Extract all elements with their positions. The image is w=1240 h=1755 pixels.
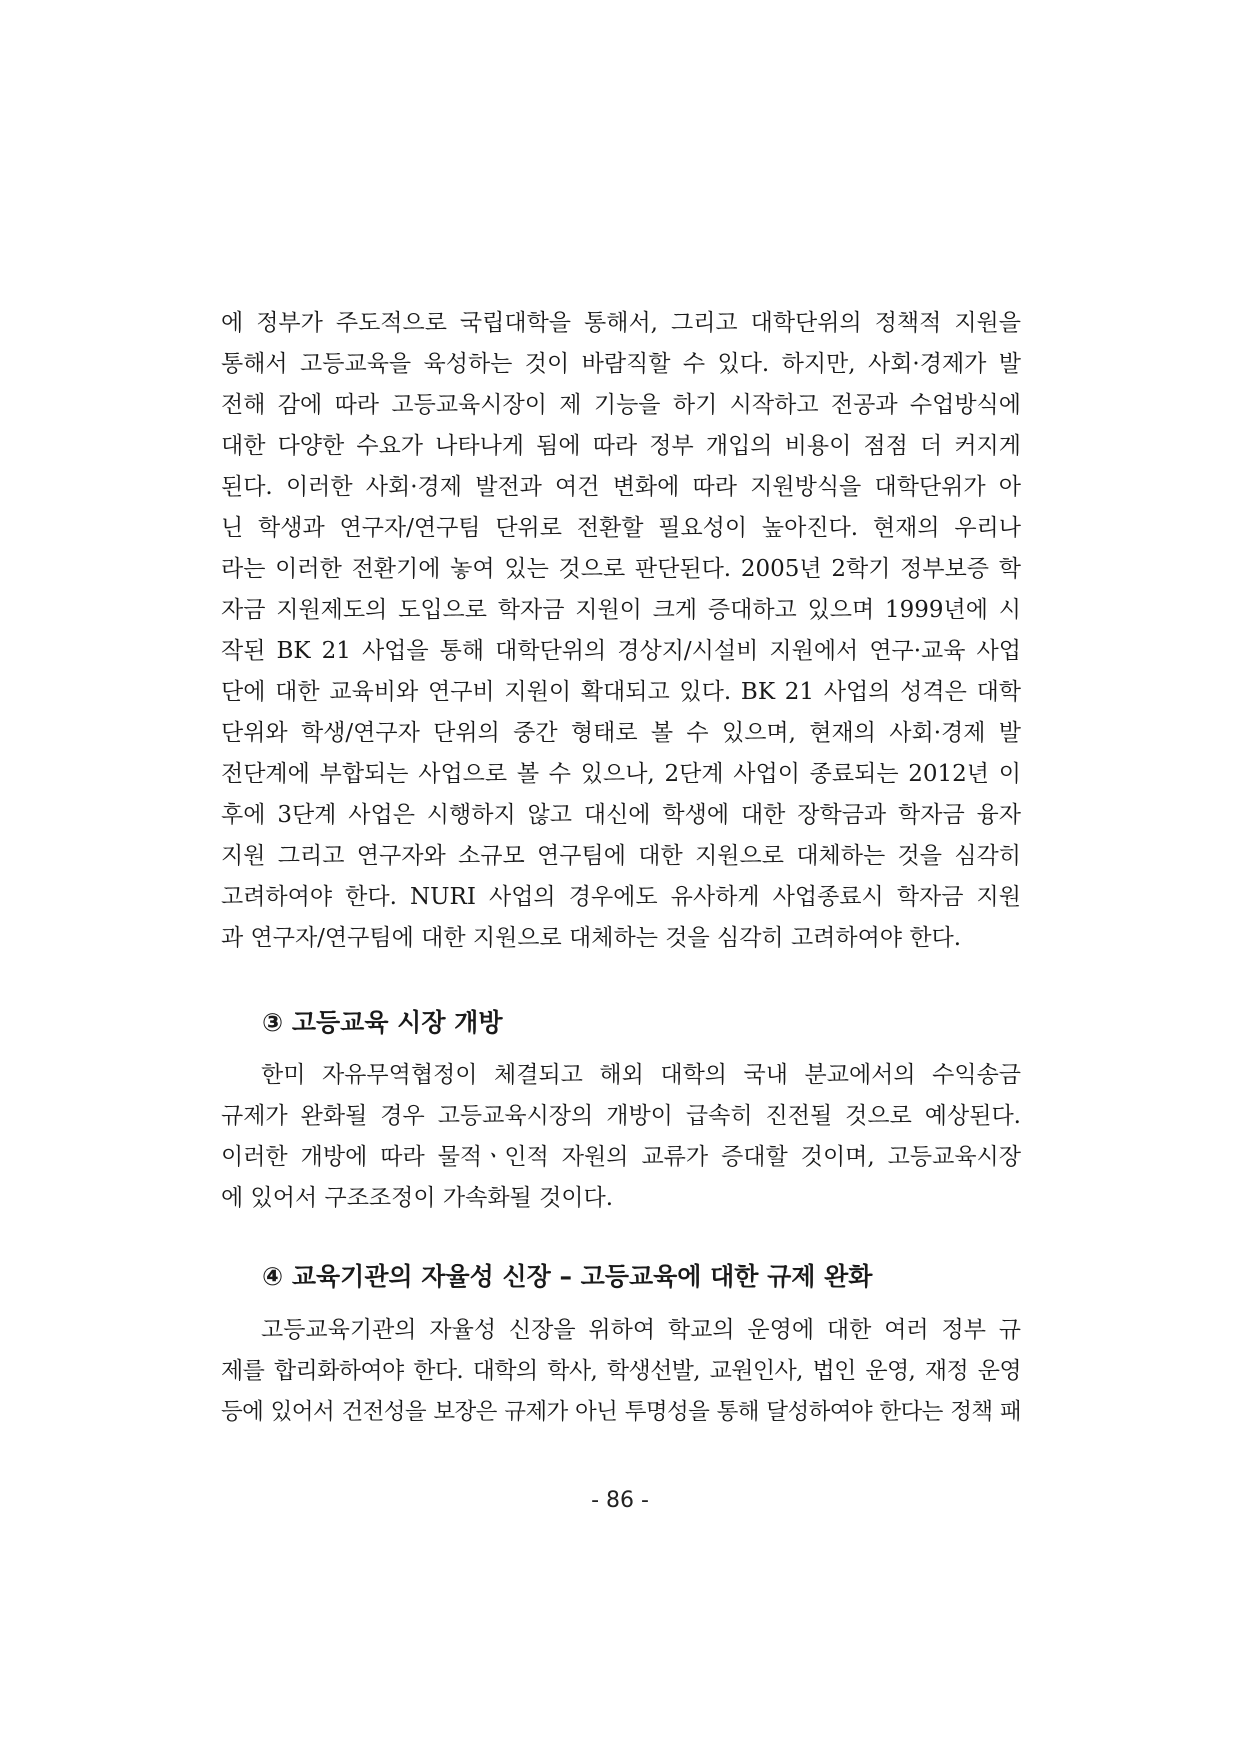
text-line: 된다. 이러한 사회·경제 발전과 여건 변화에 따라 지원방식을 대학단위가 아 — [221, 474, 1021, 500]
text-line: 통해서 고등교육을 육성하는 것이 바람직할 수 있다. 하지만, 사회·경제가 발 — [221, 351, 1021, 377]
text-line: 규제가 완화될 경우 고등교육시장의 개방이 급속히 진전될 것으로 예상된다. — [221, 1103, 1021, 1129]
text-line: 전단계에 부합되는 사업으로 볼 수 있으나, 2단계 사업이 종료되는 2012년 이 — [221, 761, 1021, 787]
text-line: 에 정부가 주도적으로 국립대학을 통해서, 그리고 대학단위의 정책적 지원을 — [221, 310, 1021, 336]
text-line: 닌 학생과 연구자/연구팀 단위로 전환할 필요성이 높아진다. 현재의 우리나 — [221, 515, 1021, 541]
text-line: 고려하여야 한다. NURI 사업의 경우에도 유사하게 사업종료시 학자금 지원 — [221, 884, 1021, 910]
text-line: 단위와 학생/연구자 단위의 중간 형태로 볼 수 있으며, 현재의 사회·경제 발 — [221, 720, 1021, 746]
text-line: 라는 이러한 전환기에 놓여 있는 것으로 판단된다. 2005년 2학기 정부보증 학 — [221, 556, 1021, 582]
text-line: 단에 대한 교육비와 연구비 지원이 확대되고 있다. BK 21 사업의 성격은 대학 — [221, 679, 1021, 705]
text-line: 이러한 개방에 따라 물적ㆍ인적 자원의 교류가 증대할 것이며, 고등교육시장 — [221, 1144, 1021, 1170]
text-line: 전해 감에 따라 고등교육시장이 제 기능을 하기 시작하고 전공과 수업방식에 — [221, 392, 1021, 418]
section-heading-autonomy: ④ 교육기관의 자율성 신장 – 고등교육에 대한 규제 완화 — [262, 1262, 873, 1291]
body-paragraph — [221, 1055, 1021, 1219]
text-line: 고등교육기관의 자율성 신장을 위하여 학교의 운영에 대한 여러 정부 규 — [261, 1317, 1021, 1343]
text-line: 등에 있어서 건전성을 보장은 규제가 아닌 투명성을 통해 달성하여야 한다는 정책 패 — [221, 1399, 1021, 1425]
text-line: 지원 그리고 연구자와 소규모 연구팀에 대한 지원으로 대체하는 것을 심각히 — [221, 843, 1021, 869]
text-line: 작된 BK 21 사업을 통해 대학단위의 경상지/시설비 지원에서 연구·교육 사업 — [221, 638, 1021, 664]
text-line: 후에 3단계 사업은 시행하지 않고 대신에 학생에 대한 장학금과 학자금 융자 — [221, 802, 1021, 828]
page-number: - 86 - — [591, 1488, 649, 1513]
text-line: 제를 합리화하여야 한다. 대학의 학사, 학생선발, 교원인사, 법인 운영, 재정 운영 — [221, 1358, 1021, 1384]
section-heading-market-opening: ③ 고등교육 시장 개방 — [262, 1008, 503, 1037]
text-line: 과 연구자/연구팀에 대한 지원으로 대체하는 것을 심각히 고려하여야 한다. — [221, 925, 962, 951]
text-line: 한미 자유무역협정이 체결되고 해외 대학의 국내 분교에서의 수익송금 — [261, 1062, 1021, 1088]
text-line: 대한 다양한 수요가 나타나게 됨에 따라 정부 개입의 비용이 점점 더 커지게 — [221, 433, 1021, 459]
text-line: 자금 지원제도의 도입으로 학자금 지원이 크게 증대하고 있으며 1999년에 시 — [221, 597, 1021, 623]
body-paragraph — [221, 1310, 1021, 1433]
body-paragraph — [221, 303, 1021, 959]
text-line: 에 있어서 구조조정이 가속화될 것이다. — [221, 1185, 614, 1211]
